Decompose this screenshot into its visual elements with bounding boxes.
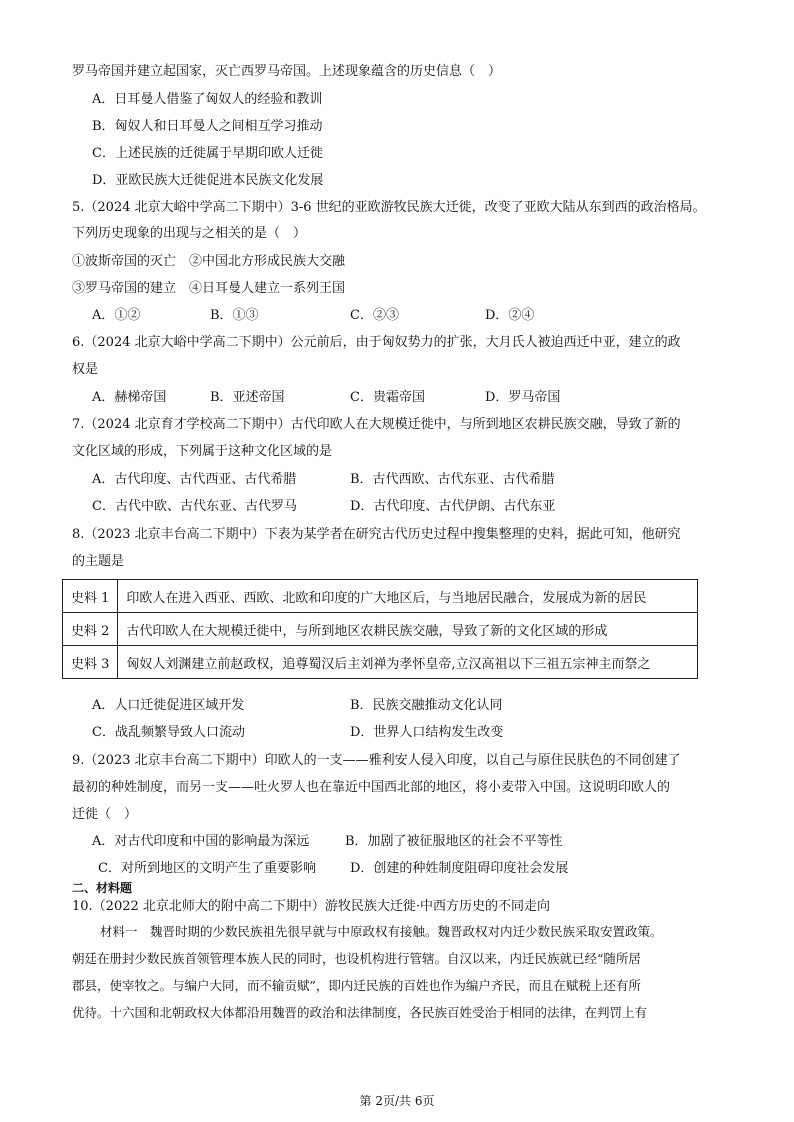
table-row bbox=[63, 580, 698, 613]
question-8-option-d[interactable]: D．世界人口结构发生改变 bbox=[350, 725, 504, 740]
question-9-option-b[interactable]: B．加剧了被征服地区的社会不平等性 bbox=[345, 834, 563, 849]
question-4-stem-end: 罗马帝国并建立起国家，灭亡西罗马帝国。上述现象蕴含的历史信息（ ） bbox=[72, 64, 502, 79]
question-6-stem-line-2: 权是 bbox=[72, 362, 99, 377]
material-1-line-1: 材料一 魏晋时期的少数民族祖先很早就与中原政权有接触。魏晋政权对内迁少数民族采取安置政策。 bbox=[100, 924, 663, 939]
question-4-option-d[interactable]: D．亚欧民族大迁徙促进本民族文化发展 bbox=[92, 173, 324, 188]
question-5-items-1: ①波斯帝国的灭亡 ②中国北方形成民族大交融 bbox=[72, 254, 346, 269]
question-9-stem-line-1: 9.（2023 北京丰台高二下期中）印欧人的一支——雅利安人侵入印度，以自己与原住民肤色的不同创建了 bbox=[72, 753, 681, 768]
question-5-option-a[interactable]: A．①② bbox=[92, 308, 141, 323]
question-5-stem-line-2: 下列历史现象的出现与之相关的是（ ） bbox=[72, 226, 307, 241]
question-5-option-c[interactable]: C．②③ bbox=[350, 308, 399, 323]
question-7-stem-line-1: 7.（2024 北京育才学校高二下期中）古代印欧人在大规模迁徙中，与所到地区农耕民族交融，导致了新的 bbox=[72, 417, 681, 432]
question-5-items-2: ③罗马帝国的建立 ④日耳曼人建立一系列王国 bbox=[72, 281, 346, 296]
question-8-stem-line-2: 的主题是 bbox=[72, 554, 125, 569]
source-text: 匈奴人刘渊建立前赵政权，追尊蜀汉后主刘禅为孝怀皇帝,立汉高祖以下三祖五宗神主而祭之 bbox=[118, 646, 698, 679]
question-4-option-c[interactable]: C．上述民族的迁徙属于早期印欧人迁徙 bbox=[92, 146, 323, 161]
page-footer: 第 2页/共 6页 bbox=[359, 1094, 435, 1108]
source-table bbox=[62, 579, 698, 679]
table-row bbox=[63, 613, 698, 646]
question-8-option-c[interactable]: C．战乱频繁导致人口流动 bbox=[92, 725, 245, 740]
question-5-option-b[interactable]: B．①③ bbox=[210, 308, 259, 323]
question-10-stem: 10.（2022 北京北师大的附中高二下期中）游牧民族大迁徙·中西方历史的不同走向 bbox=[72, 899, 551, 914]
question-9-stem-line-3: 迁徙（ ） bbox=[72, 807, 138, 822]
question-9-option-a[interactable]: A．对古代印度和中国的影响最为深远 bbox=[92, 834, 310, 849]
question-4-option-a[interactable]: A．日耳曼人借鉴了匈奴人的经验和教训 bbox=[92, 92, 323, 107]
question-7-option-d[interactable]: D．古代印度、古代伊朗、古代东亚 bbox=[350, 499, 556, 514]
source-label: 史料 2 bbox=[63, 613, 118, 646]
question-5-option-d[interactable]: D．②④ bbox=[485, 308, 535, 323]
question-8-option-b[interactable]: B．民族交融推动文化认同 bbox=[350, 698, 503, 713]
source-label: 史料 1 bbox=[63, 580, 118, 613]
material-1-line-3: 郡县，使宰牧之。与编户大同，而不输贡赋”，即内迁民族的百姓也作为编户齐民，而且在赋税上还有所 bbox=[72, 978, 641, 993]
question-8-stem-line-1: 8.（2023 北京丰台高二下期中）下表为某学者在研究古代历史过程中搜集整理的史料，据此可知，他研究 bbox=[72, 527, 681, 542]
question-9-option-c[interactable]: C．对所到地区的文明产生了重要影响 bbox=[98, 861, 316, 876]
source-text: 印欧人在进入西亚、西欧、北欧和印度的广大地区后，与当地居民融合，发展成为新的居民 bbox=[118, 580, 698, 613]
question-7-stem-line-2: 文化区域的形成，下列属于这种文化区域的是 bbox=[72, 444, 333, 459]
question-6-option-b[interactable]: B．亚述帝国 bbox=[210, 390, 285, 405]
question-9-option-d[interactable]: D．创建的种姓制度阻碍印度社会发展 bbox=[350, 861, 569, 876]
section-heading: 二、材料题 bbox=[72, 881, 133, 895]
question-4-option-b[interactable]: B．匈奴人和日耳曼人之间相互学习推动 bbox=[92, 119, 323, 134]
question-7-option-b[interactable]: B．古代西欧、古代东亚、古代希腊 bbox=[350, 472, 555, 487]
source-label: 史料 3 bbox=[63, 646, 118, 679]
question-5-stem-line-1: 5.（2024 北京大峪中学高二下期中）3-6 世纪的亚欧游牧民族大迁徙，改变了亚欧大陆从东到西的政治格局。 bbox=[72, 200, 706, 215]
source-text: 古代印欧人在大规模迁徙中，与所到地区农耕民族交融，导致了新的文化区域的形成 bbox=[118, 613, 698, 646]
question-9-stem-line-2: 最初的种姓制度，而另一支——吐火罗人也在靠近中国西北部的地区，将小麦带入中国。这说明印欧人的 bbox=[72, 780, 671, 795]
question-6-option-c[interactable]: C．贵霜帝国 bbox=[350, 390, 425, 405]
question-7-option-a[interactable]: A．古代印度、古代西亚、古代希腊 bbox=[92, 472, 297, 487]
material-1-line-2: 朝廷在册封少数民族首领管理本族人民的同时，也设机构进行管辖。自汉以来，内迁民族就已经“随所居 bbox=[72, 951, 641, 966]
question-6-option-a[interactable]: A．赫梯帝国 bbox=[92, 390, 167, 405]
material-1-line-4: 优待。十六国和北朝政权大体都沿用魏晋的政治和法律制度，各民族百姓受治于相同的法律，在判罚上有 bbox=[72, 1005, 648, 1020]
table-row bbox=[63, 646, 698, 679]
question-6-stem-line-1: 6.（2024 北京大峪中学高二下期中）公元前后，由于匈奴势力的扩张，大月氏人被迫西迁中亚，建立的政 bbox=[72, 335, 681, 350]
question-7-option-c[interactable]: C．古代中欧、古代东亚、古代罗马 bbox=[92, 499, 297, 514]
question-8-option-a[interactable]: A．人口迁徙促进区域开发 bbox=[92, 698, 245, 713]
question-6-option-d[interactable]: D．罗马帝国 bbox=[485, 390, 561, 405]
